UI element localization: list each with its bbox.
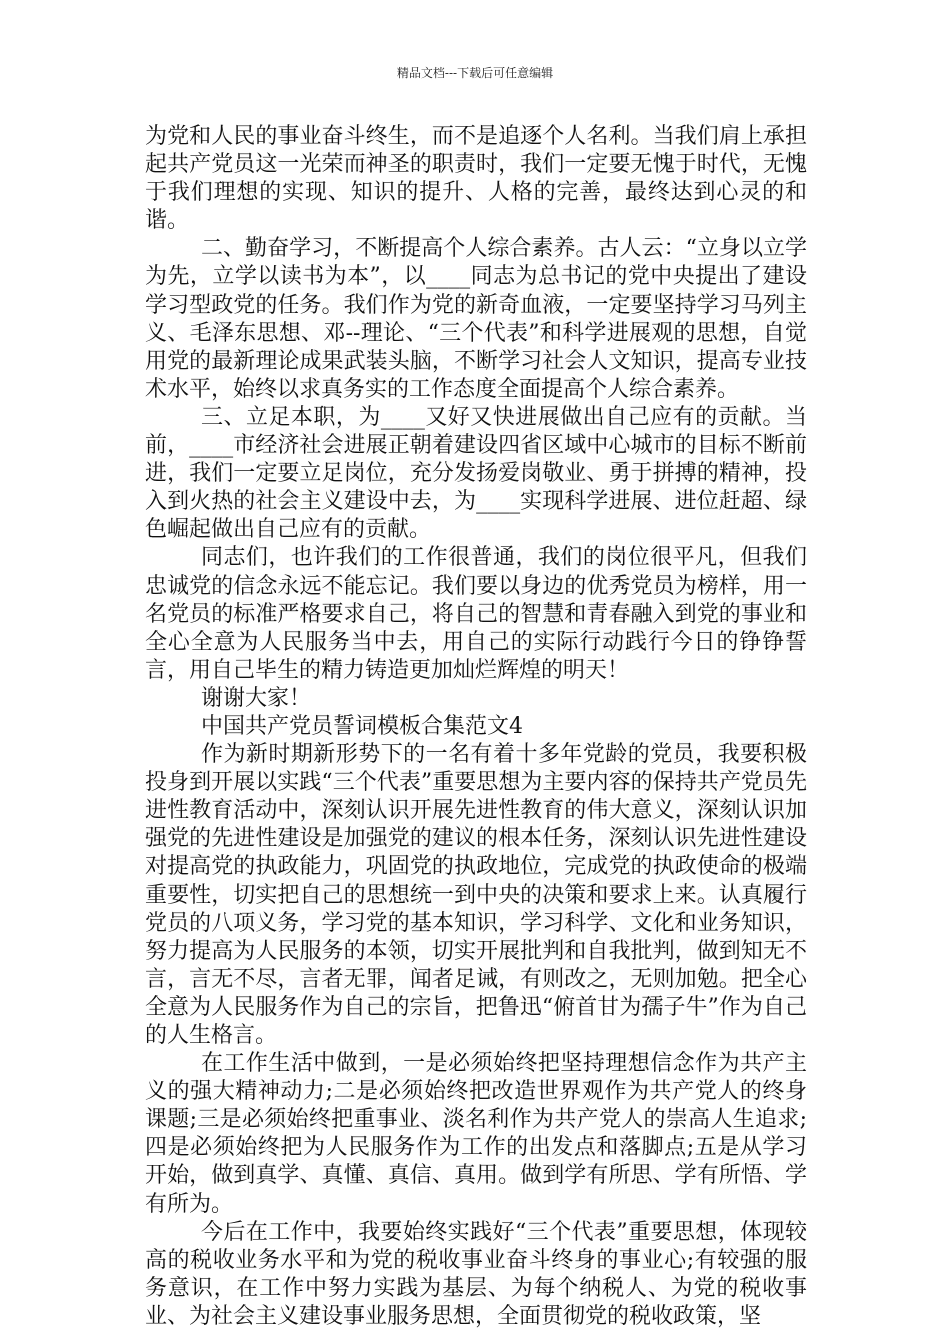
paragraph-new-era: 作为新时期新形势下的一名有着十多年党龄的党员，我要积极投身到开展以实践“三个代表”重要思想为主要内容的保持共产党员先进性教育活动中，深刻认识开展先进性教育的伟大意义，深刻认识加强党的先进性建设是加强党的建议的根本任务，深刻认识先进性建设对提高党的执政能力，巩固党的执政地位，完成党的执政使命的极端重要性，切实把自己的思想统一到中央的决策和要求上来。认真履行党员的八项义务，学习党的基本知识，学习科学、文化和业务知识，努力提高为人民服务的本领，切实开展批判和自我批判，做到知无不言，言无不尽，言者无罪，闻者足诫，有则改之，无则加勉。把全心全意为人民服务作为自己的宗旨，把鲁迅“俯首甘为孺子牛”作为自己的人生格言。 — [145, 742, 807, 1048]
page-header: 精品文档---下载后可任意编辑 — [396, 66, 554, 80]
section-title: 中国共产党员誓词模板合集范文4 — [201, 713, 523, 739]
paragraph-continuation: 为党和人民的事业奋斗终生，而不是追逐个人名利。当我们肩上承担起共产党员这一光荣而神圣的职责时，我们一定要无愧于时代，无愧于我们理想的实现、知识的提升、人格的完善，最终达到心灵的和谐。 — [145, 124, 807, 234]
paragraph-thanks: 谢谢大家！ — [201, 685, 312, 711]
paragraph-study: 二、勤奋学习，不断提高个人综合素养。古人云：“立身以立学为先，立学以读书为本”，以____同志为总书记的党中央提出了建设学习型政党的任务。我们作为党的新奇血液，一定要坚持学习马列主义、毛泽东思想、邓--理论、“三个代表”和科学进展观的思想，自觉用党的最新理论成果武装头脑，不断学习社会人文知识，提高专业技术水平，始终以求真务实的工作态度全面提高个人综合素养。 — [145, 236, 807, 402]
paragraph-future-work: 今后在工作中，我要始终实践好“三个代表”重要思想，体现较高的税收业务水平和为党的税收事业奋斗终身的事业心;有较强的服务意识，在工作中努力实践为基层、为每个纳税人、为党的税收事业、为社会主义建设事业服务思想，全面贯彻党的税收政策，坚 — [145, 1219, 807, 1329]
paragraph-duty: 三、立足本职，为____又好又快进展做出自己应有的贡献。当前，____市经济社会进展正朝着建设四省区域中心城市的目标不断前进，我们一定要立足岗位，充分发扬爱岗敬业、勇于拼搏的精神，投入到火热的社会主义建设中去，为____实现科学进展、进位赶超、绿色崛起做出自己应有的贡献。 — [145, 404, 807, 543]
paragraph-comrades: 同志们，也许我们的工作很普通，我们的岗位很平凡，但我们忠诚党的信念永远不能忘记。我们要以身边的优秀党员为榜样，用一名党员的标准严格要求自己，将自己的智慧和青春融入到党的事业和全心全意为人民服务当中去，用自己的实际行动践行今日的铮铮誓言，用自己毕生的精力铸造更加灿烂辉煌的明天！ — [145, 545, 807, 683]
document-body — [145, 123, 807, 1331]
paragraph-work-life: 在工作生活中做到，一是必须始终把坚持理想信念作为共产主义的强大精神动力;二是必须始终把改造世界观作为共产党人的终身课题;三是必须始终把重事业、淡名利作为共产党人的崇高人生追求;四是必须始终把为人民服务作为工作的出发点和落脚点;五是从学习开始，做到真学、真懂、真信、真用。做到学有所思、学有所悟、学有所为。 — [145, 1051, 807, 1217]
